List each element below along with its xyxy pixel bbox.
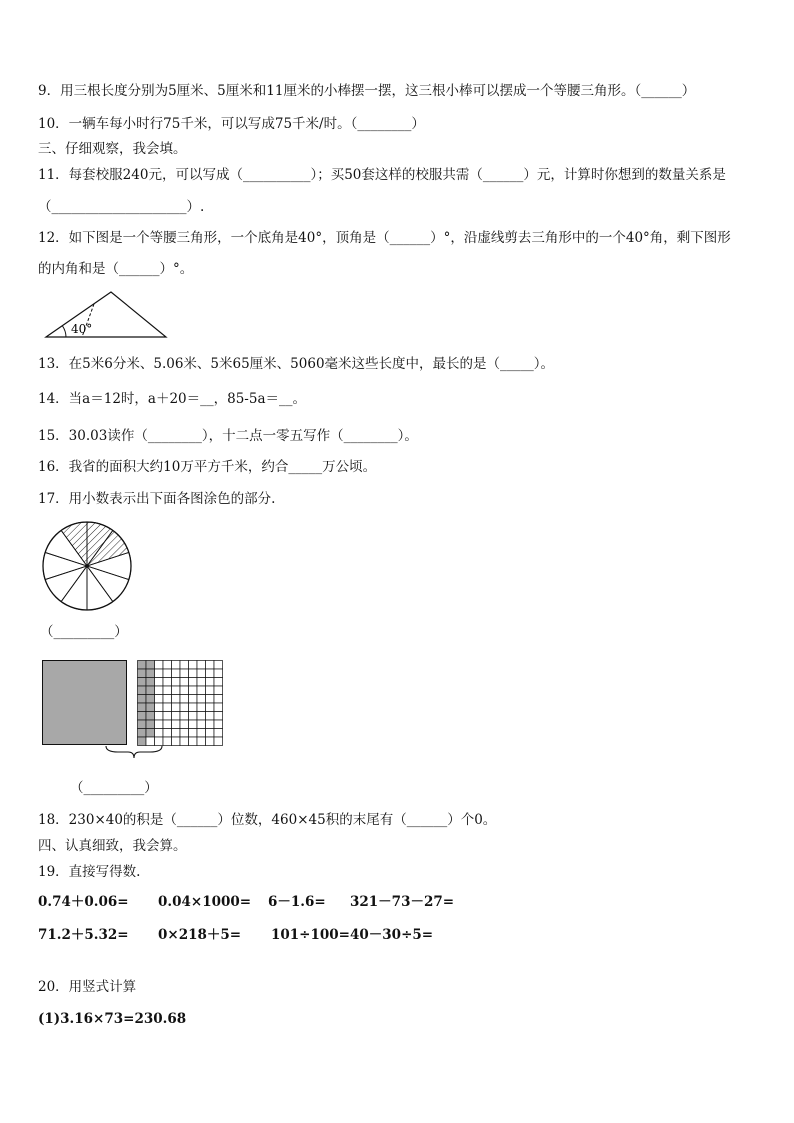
calc-item: 6－1.6=	[268, 894, 326, 910]
grid-cell	[172, 661, 181, 670]
grid-cell	[214, 678, 223, 687]
grid-cell	[214, 695, 223, 704]
grid-cell	[206, 678, 215, 687]
hundred-grid-figure	[137, 660, 223, 746]
calc-item: 40－30÷5=	[350, 927, 434, 943]
grid-cell	[180, 678, 189, 687]
question-11-continued: （____________________）.	[38, 199, 205, 215]
question-19: 19．直接写得数.	[38, 864, 141, 880]
grid-cell	[189, 703, 198, 712]
calc-item: 0.04×1000=	[158, 894, 252, 910]
grid-cell	[163, 661, 172, 670]
grid-cell	[214, 686, 223, 695]
grid-cell	[155, 703, 164, 712]
grid-cell	[214, 737, 223, 746]
circle-sector	[45, 566, 87, 602]
grid-cell	[172, 720, 181, 729]
grid-cell	[163, 720, 172, 729]
grid-cell	[189, 737, 198, 746]
grid-cell	[180, 695, 189, 704]
grid-cell	[163, 712, 172, 721]
shaded-grid-cell	[138, 669, 147, 678]
grid-cell	[180, 720, 189, 729]
shaded-circle-figure	[41, 520, 133, 612]
grid-cell	[180, 661, 189, 670]
grid-cell	[189, 729, 198, 738]
question-18: 18．230×40的积是（______）位数，460×45积的末尾有（______）个0。	[38, 812, 497, 828]
question-17: 17．用小数表示出下面各图涂色的部分.	[38, 491, 276, 507]
question-10: 10．一辆车每小时行75千米，可以写成75千米/时。（________）	[38, 116, 425, 132]
angle-arc	[63, 326, 67, 337]
grid-cell	[197, 703, 206, 712]
calc-item: 0.74＋0.06=	[38, 894, 129, 910]
brace-icon	[106, 746, 162, 758]
grid-cell	[197, 678, 206, 687]
grid-cell	[180, 669, 189, 678]
grid-cell	[172, 695, 181, 704]
grid-cell	[214, 712, 223, 721]
grid-cell	[197, 729, 206, 738]
grid-cell	[197, 669, 206, 678]
grid-cell	[163, 729, 172, 738]
grid-cell	[155, 678, 164, 687]
angle-label: 40°	[71, 322, 93, 336]
grid-cell	[163, 678, 172, 687]
grid-answer-blank: （_________）	[70, 780, 158, 796]
grid-cell	[197, 737, 206, 746]
question-12-continued: 的内角和是（______）°。	[38, 261, 194, 277]
grid-cell	[206, 686, 215, 695]
grid-cell	[197, 695, 206, 704]
shaded-grid-cell	[146, 695, 155, 704]
grid-cell	[180, 712, 189, 721]
isosceles-triangle-figure	[44, 290, 169, 340]
grid-cell	[155, 729, 164, 738]
grid-cell	[163, 669, 172, 678]
grid-cell	[172, 729, 181, 738]
brace-figure	[104, 744, 164, 760]
grid-cell	[180, 686, 189, 695]
grid-cell	[155, 712, 164, 721]
grid-cell	[189, 686, 198, 695]
calc-item: 321－73－27=	[350, 894, 455, 910]
question-20-part-1: (1)3.16×73=230.68	[38, 1011, 187, 1027]
grid-cell	[155, 720, 164, 729]
fully-shaded-square	[42, 660, 128, 746]
grid-cell	[189, 695, 198, 704]
question-12: 12．如下图是一个等腰三角形，一个底角是40°，顶角是（______）°，沿虚线剪去三角形中的一个40°角，剩下图形	[38, 230, 731, 246]
shaded-grid-cell	[146, 678, 155, 687]
grid-cell	[172, 712, 181, 721]
grid-cell	[189, 661, 198, 670]
question-13: 13．在5米6分米、5.06米、5米65厘米、5060毫米这些长度中，最长的是（_____）。	[38, 356, 555, 372]
grid-cell	[172, 669, 181, 678]
calc-item: 0×218＋5=	[158, 927, 242, 943]
shaded-grid-cell	[138, 695, 147, 704]
question-11: 11．每套校服240元，可以写成（__________）；买50套这样的校服共需（______）元，计算时你想到的数量关系是	[38, 167, 726, 183]
question-20: 20．用竖式计算	[38, 979, 137, 995]
grid-cell	[214, 720, 223, 729]
grid-cell	[206, 703, 215, 712]
grid-cell	[172, 678, 181, 687]
calc-item: 71.2＋5.32=	[38, 927, 129, 943]
shaded-grid-cell	[146, 729, 155, 738]
shaded-grid-cell	[146, 669, 155, 678]
grid-cell	[189, 712, 198, 721]
grid-cell	[163, 737, 172, 746]
grid-cell	[172, 737, 181, 746]
grid-cell	[206, 661, 215, 670]
shaded-grid-cell	[146, 712, 155, 721]
section-3-heading: 三、仔细观察，我会填。	[38, 141, 187, 157]
grid-cell	[206, 720, 215, 729]
shaded-grid-cell	[138, 686, 147, 695]
shaded-grid-cell	[138, 729, 147, 738]
grid-cell	[172, 703, 181, 712]
grid-cell	[155, 661, 164, 670]
grid-cell	[214, 703, 223, 712]
grid-cell	[197, 661, 206, 670]
grid-cell	[163, 695, 172, 704]
grid-cell	[163, 703, 172, 712]
grid-cell	[172, 686, 181, 695]
grid-cell	[180, 703, 189, 712]
shaded-grid-cell	[146, 720, 155, 729]
grid-cell	[197, 720, 206, 729]
circle-answer-blank: （_________）	[40, 624, 128, 640]
shaded-grid-cell	[146, 686, 155, 695]
shaded-grid-cell	[138, 712, 147, 721]
grid-cell	[206, 729, 215, 738]
shaded-grid-cell	[146, 703, 155, 712]
shaded-grid-cell	[138, 720, 147, 729]
shaded-grid-cell	[138, 661, 147, 670]
grid-cell	[214, 729, 223, 738]
calc-item: 101÷100=	[271, 927, 350, 943]
grid-cell	[206, 712, 215, 721]
question-15: 15．30.03读作（________），十二点一零五写作（________）。	[38, 428, 418, 444]
grid-cell	[214, 669, 223, 678]
grid-cell	[189, 678, 198, 687]
grid-cell	[155, 695, 164, 704]
circle-sector	[87, 566, 129, 602]
grid-cell	[155, 669, 164, 678]
grid-cell	[155, 686, 164, 695]
triangle-outline	[46, 292, 166, 337]
grid-cell	[197, 712, 206, 721]
shaded-grid-cell	[138, 678, 147, 687]
question-16: 16．我省的面积大约10万平方千米，约合_____万公顷。	[38, 459, 377, 475]
grid-cell	[197, 686, 206, 695]
grid-cell	[180, 737, 189, 746]
grid-cell	[180, 729, 189, 738]
question-9: 9．用三根长度分别为5厘米、5厘米和11厘米的小棒摆一摆，这三根小棒可以摆成一个等腰三角形。（______）	[38, 83, 696, 99]
grid-cell	[206, 737, 215, 746]
grid-cell	[163, 686, 172, 695]
grid-cell	[206, 695, 215, 704]
grid-cell	[189, 720, 198, 729]
shaded-grid-cell	[146, 661, 155, 670]
question-14: 14．当a＝12时，a＋20＝__，85-5a＝__。	[38, 391, 307, 407]
shaded-grid-cell	[138, 703, 147, 712]
grid-cell	[189, 669, 198, 678]
grid-cell	[206, 669, 215, 678]
grid-cell	[214, 661, 223, 670]
shaded-square	[43, 661, 127, 745]
section-4-heading: 四、认真细致，我会算。	[38, 838, 187, 854]
